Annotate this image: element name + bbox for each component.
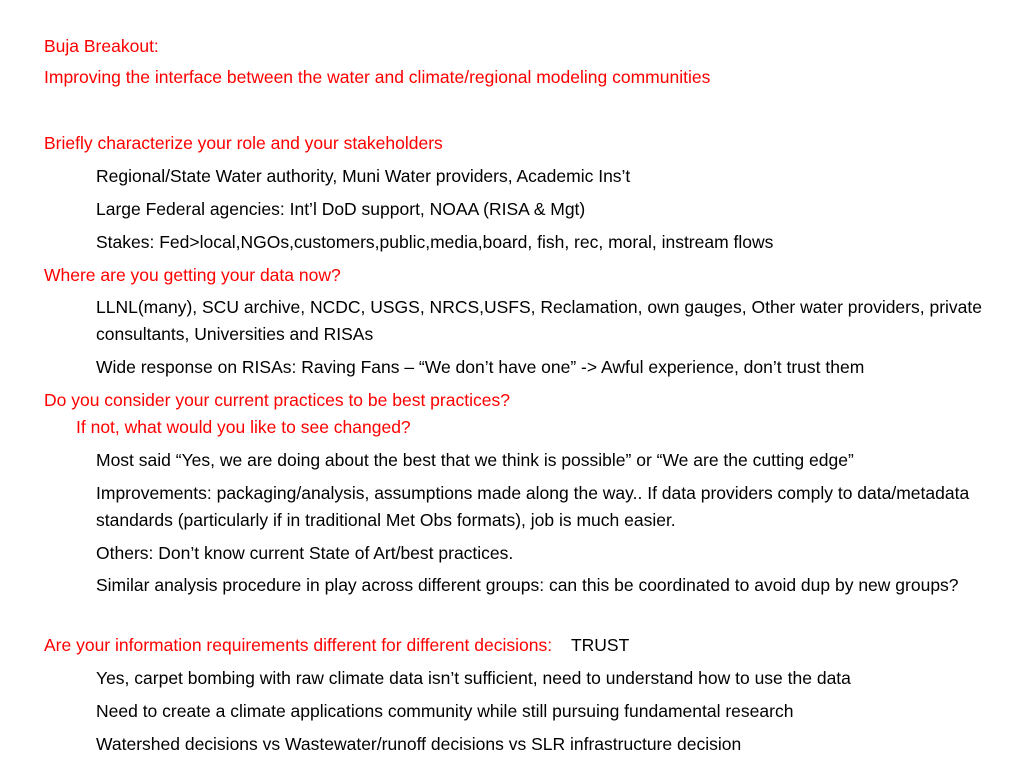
question-info-requirements-row	[44, 632, 629, 659]
question-info-requirements: Are your information requirements different for different decisions:	[44, 635, 553, 655]
answer-item: LLNL(many), SCU archive, NCDC, USGS, NRCS,USFS, Reclamation, own gauges, Other water providers, private consultants, Universities and RISAs	[96, 297, 982, 344]
answer-item: Stakes: Fed>local,NGOs,customers,public,media,board, fish, rec, moral, instream flows	[96, 232, 774, 252]
answer-item: Wide response on RISAs: Raving Fans – “We don’t have one” -> Awful experience, don’t trust them	[96, 357, 865, 377]
answer-item: Large Federal agencies: Int’l DoD support, NOAA (RISA & Mgt)	[96, 199, 586, 219]
breakout-title: Buja Breakout:	[44, 36, 159, 56]
question-best-practices-cont: If not, what would you like to see changed?	[76, 417, 411, 437]
answer-item: Similar analysis procedure in play across different groups: can this be coordinated to avoid dup by new groups?	[96, 575, 959, 595]
answer-item: Yes, carpet bombing with raw climate data isn’t sufficient, need to understand how to use the data	[96, 668, 851, 688]
answer-item: Need to create a climate applications community while still pursuing fundamental research	[96, 701, 794, 721]
breakout-topic: Improving the interface between the water and climate/regional modeling communities	[44, 67, 711, 87]
answer-item: Others: Don’t know current State of Art/best practices.	[96, 543, 514, 563]
answer-item: Improvements: packaging/analysis, assumptions made along the way.. If data providers comply to data/metadata standards (particularly if in traditional Met Obs formats), job is much easier.	[96, 483, 970, 530]
question-role: Briefly characterize your role and your stakeholders	[44, 133, 443, 153]
answer-item: Watershed decisions vs Wastewater/runoff decisions vs SLR infrastructure decision	[96, 734, 742, 754]
trust-note: TRUST	[570, 635, 630, 655]
answer-item: Regional/State Water authority, Muni Water providers, Academic Ins’t	[96, 166, 631, 186]
answer-item: Most said “Yes, we are doing about the best that we think is possible” or “We are the cutting edge”	[96, 450, 854, 470]
question-data-source: Where are you getting your data now?	[44, 265, 341, 285]
question-best-practices: Do you consider your current practices to be best practices?	[44, 390, 510, 410]
